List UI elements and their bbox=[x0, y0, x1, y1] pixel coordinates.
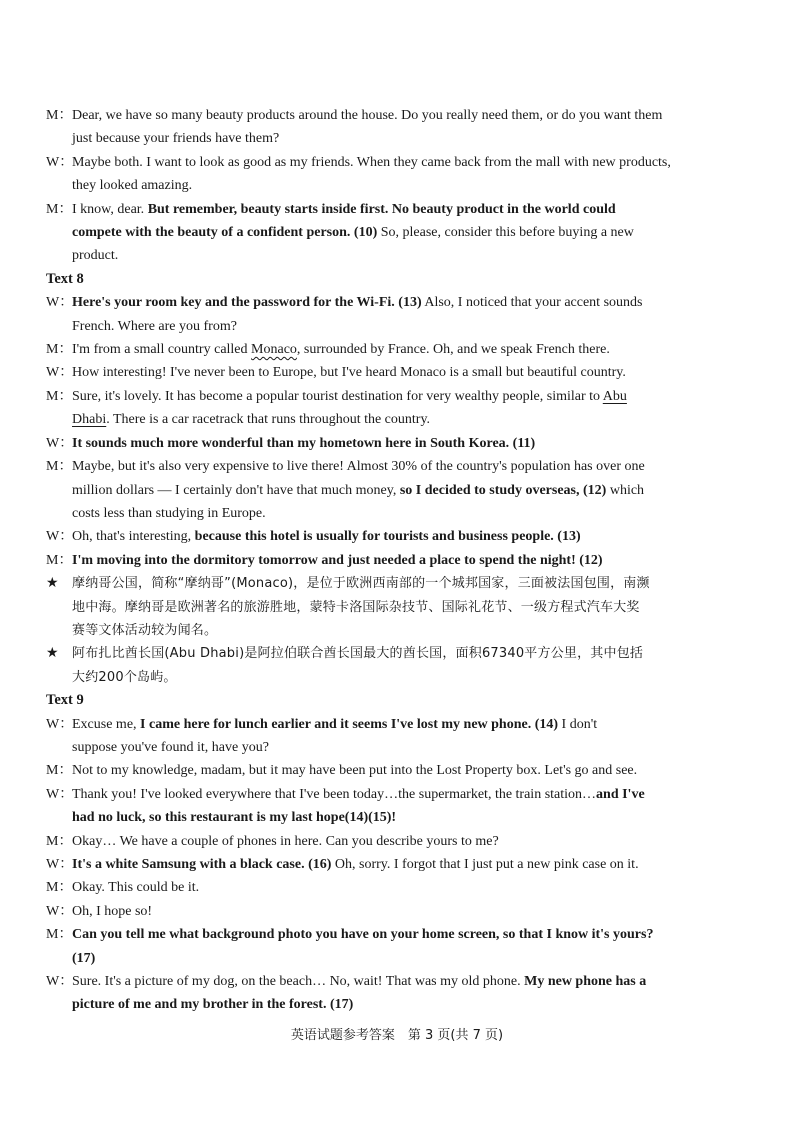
speaker-label: M： bbox=[46, 342, 73, 358]
speaker-label: M： bbox=[46, 552, 73, 568]
dialogue-line-continued bbox=[46, 947, 752, 970]
speaker-label: M： bbox=[46, 201, 73, 217]
star-icon: ★ bbox=[46, 575, 59, 592]
dialogue-line: M： Maybe, but it's also very expensive to live there! Almost 30% of the country's population has over one bbox=[46, 455, 752, 478]
dialogue-line: W： Maybe both. I want to look as good as my friends. When they came back from the mall with new products, bbox=[46, 151, 752, 174]
answer-highlight: so I decided to study overseas, (12) bbox=[399, 482, 607, 498]
speaker-label: W： bbox=[46, 974, 74, 990]
dialogue-line-continued: Dhabi. There is a car racetrack that runs throughout the country. bbox=[72, 412, 431, 428]
note-continued: 大约200个岛屿。 bbox=[72, 669, 177, 685]
dialogue-line: W： Thank you! I've looked everywhere that I've been today…the supermarket, the train station…and I've bbox=[46, 783, 752, 806]
speaker-label: M： bbox=[46, 880, 73, 896]
dialogue-line: W： Excuse me, I came here for lunch earlier and it seems I've lost my new phone. (14) I don't bbox=[46, 713, 752, 736]
speaker-label: W： bbox=[46, 154, 74, 170]
annotated-term-abu-dhabi: Dhabi bbox=[72, 412, 107, 428]
dialogue-line-continued: French. Where are you from? bbox=[72, 318, 237, 334]
answer-highlight: Here's your room key and the password for the Wi-Fi. (13) bbox=[72, 295, 422, 311]
speaker-label: W： bbox=[46, 903, 74, 919]
dialogue-line: M： Dear, we have so many beauty products around the house. Do you really need them, or do you want them bbox=[46, 104, 752, 127]
dialogue-line-continued: just because your friends have them? bbox=[72, 131, 280, 147]
speaker-label: M： bbox=[46, 108, 73, 123]
speaker-label: M： bbox=[46, 833, 73, 849]
dialogue-line-continued: they looked amazing. bbox=[72, 178, 193, 194]
speaker-label: M： bbox=[46, 459, 73, 475]
dialogue-line-continued: product. bbox=[72, 248, 119, 264]
dialogue-line: W： How interesting! I've never been to Europe, but I've heard Monaco is a small but beautiful country. bbox=[46, 361, 752, 384]
answer-highlight: It's a white Samsung with a black case. (16) bbox=[72, 857, 332, 872]
annotated-term-abu-dhabi: Abu bbox=[602, 388, 627, 404]
answer-highlight: compete with the beauty of a confident person. (10) bbox=[72, 225, 378, 241]
speaker-label: M： bbox=[46, 763, 73, 779]
dialogue-line-continued: suppose you've found it, have you? bbox=[72, 739, 269, 755]
dialogue-line: M： Sure, it's lovely. It has become a popular tourist destination for very wealthy people, similar to Abu bbox=[46, 385, 752, 408]
answer-highlight: Can you tell me what background photo you have on your home screen, so that I know it's yours? bbox=[72, 927, 654, 943]
dialogue-line: M： I'm from a small country called Monaco, surrounded by France. Oh, and we speak French there. bbox=[46, 338, 752, 361]
dialogue-line: W： It's a white Samsung with a black case. (16) Oh, sorry. I forgot that I just put a new pink case on it. bbox=[46, 853, 752, 876]
answer-highlight: But remember, beauty starts inside first. No beauty product in the world could bbox=[147, 201, 616, 217]
answer-highlight: picture of me and my brother in the forest. (17) bbox=[72, 997, 354, 1013]
note-monaco: ★ 摩纳哥公国，简称“摩纳哥”(Monaco)，是位于欧洲西南部的一个城邦国家，三面被法国包围，南濒 bbox=[46, 572, 752, 595]
section-heading-text-8: Text 8 bbox=[46, 270, 84, 287]
transcript bbox=[46, 104, 752, 1017]
speaker-label: W： bbox=[46, 365, 74, 381]
star-icon: ★ bbox=[46, 645, 59, 662]
answer-highlight: I'm moving into the dormitory tomorrow and just needed a place to spend the night! (12) bbox=[72, 552, 603, 568]
dialogue-line: M： Not to my knowledge, madam, but it may have been put into the Lost Property box. Let's go and see. bbox=[46, 759, 752, 782]
dialogue-line-continued: compete with the beauty of a confident person. (10) So, please, consider this before buying a new bbox=[72, 225, 634, 241]
dialogue-line-continued bbox=[46, 806, 752, 829]
answer-highlight: because this hotel is usually for tourists and business people. (13) bbox=[194, 529, 581, 545]
speaker-label: W： bbox=[46, 529, 74, 545]
dialogue-line bbox=[46, 432, 752, 455]
answer-highlight: and I've bbox=[596, 786, 645, 802]
dialogue-line bbox=[46, 923, 752, 946]
speaker-label: W： bbox=[46, 857, 74, 872]
answer-highlight: had no luck, so this restaurant is my last hope(14)(15)! bbox=[72, 810, 397, 826]
page-footer: 英语试题参考答案 第 3 页(共 7 页) bbox=[290, 1028, 504, 1043]
answer-highlight: I came here for lunch earlier and it seems I've lost my new phone. (14) bbox=[140, 716, 559, 732]
dialogue-line: M： Okay. This could be it. bbox=[46, 876, 752, 899]
annotated-term-monaco: Monaco bbox=[251, 342, 297, 358]
dialogue-line: W： Oh, that's interesting, because this hotel is usually for tourists and business people. (13) bbox=[46, 525, 752, 548]
dialogue-line bbox=[46, 549, 752, 572]
speaker-label: W： bbox=[46, 786, 74, 802]
dialogue-line: M： I know, dear. But remember, beauty starts inside first. No beauty product in the world could bbox=[46, 198, 752, 221]
dialogue-line: W： Sure. It's a picture of my dog, on the beach… No, wait! That was my old phone. My new phone has a bbox=[46, 970, 752, 993]
note-continued: 赛等文体活动较为闻名。 bbox=[72, 622, 218, 638]
note-continued: 地中海。摩纳哥是欧洲著名的旅游胜地，蒙特卡洛国际杂技节、国际礼花节、一级方程式汽车大奖 bbox=[72, 599, 640, 615]
dialogue-line: M： Okay… We have a couple of phones in here. Can you describe yours to me? bbox=[46, 830, 752, 853]
note-abu-dhabi: ★ 阿布扎比酋长国(Abu Dhabi)是阿拉伯联合酋长国最大的酋长国，面积67340平方公里，其中包括 bbox=[46, 642, 752, 665]
speaker-label: W： bbox=[46, 716, 74, 732]
answer-highlight: (17) bbox=[72, 950, 96, 966]
dialogue-line: W： Here's your room key and the password for the Wi-Fi. (13) Also, I noticed that your accent sounds bbox=[46, 291, 752, 314]
dialogue-line-continued: costs less than studying in Europe. bbox=[72, 505, 266, 521]
speaker-label: W： bbox=[46, 295, 74, 311]
dialogue-line-continued bbox=[46, 993, 752, 1016]
speaker-label: W： bbox=[46, 435, 74, 451]
dialogue-line: W： Oh, I hope so! bbox=[46, 900, 752, 923]
dialogue-line-continued: million dollars — I certainly don't have that much money, so I decided to study overseas, (12) which bbox=[72, 482, 645, 498]
section-heading-text-9: Text 9 bbox=[46, 692, 84, 709]
speaker-label: M： bbox=[46, 388, 73, 404]
speaker-label: M： bbox=[46, 927, 73, 943]
answer-highlight: It sounds much more wonderful than my hometown here in South Korea. (11) bbox=[72, 435, 536, 451]
answer-highlight: My new phone has a bbox=[524, 974, 647, 990]
